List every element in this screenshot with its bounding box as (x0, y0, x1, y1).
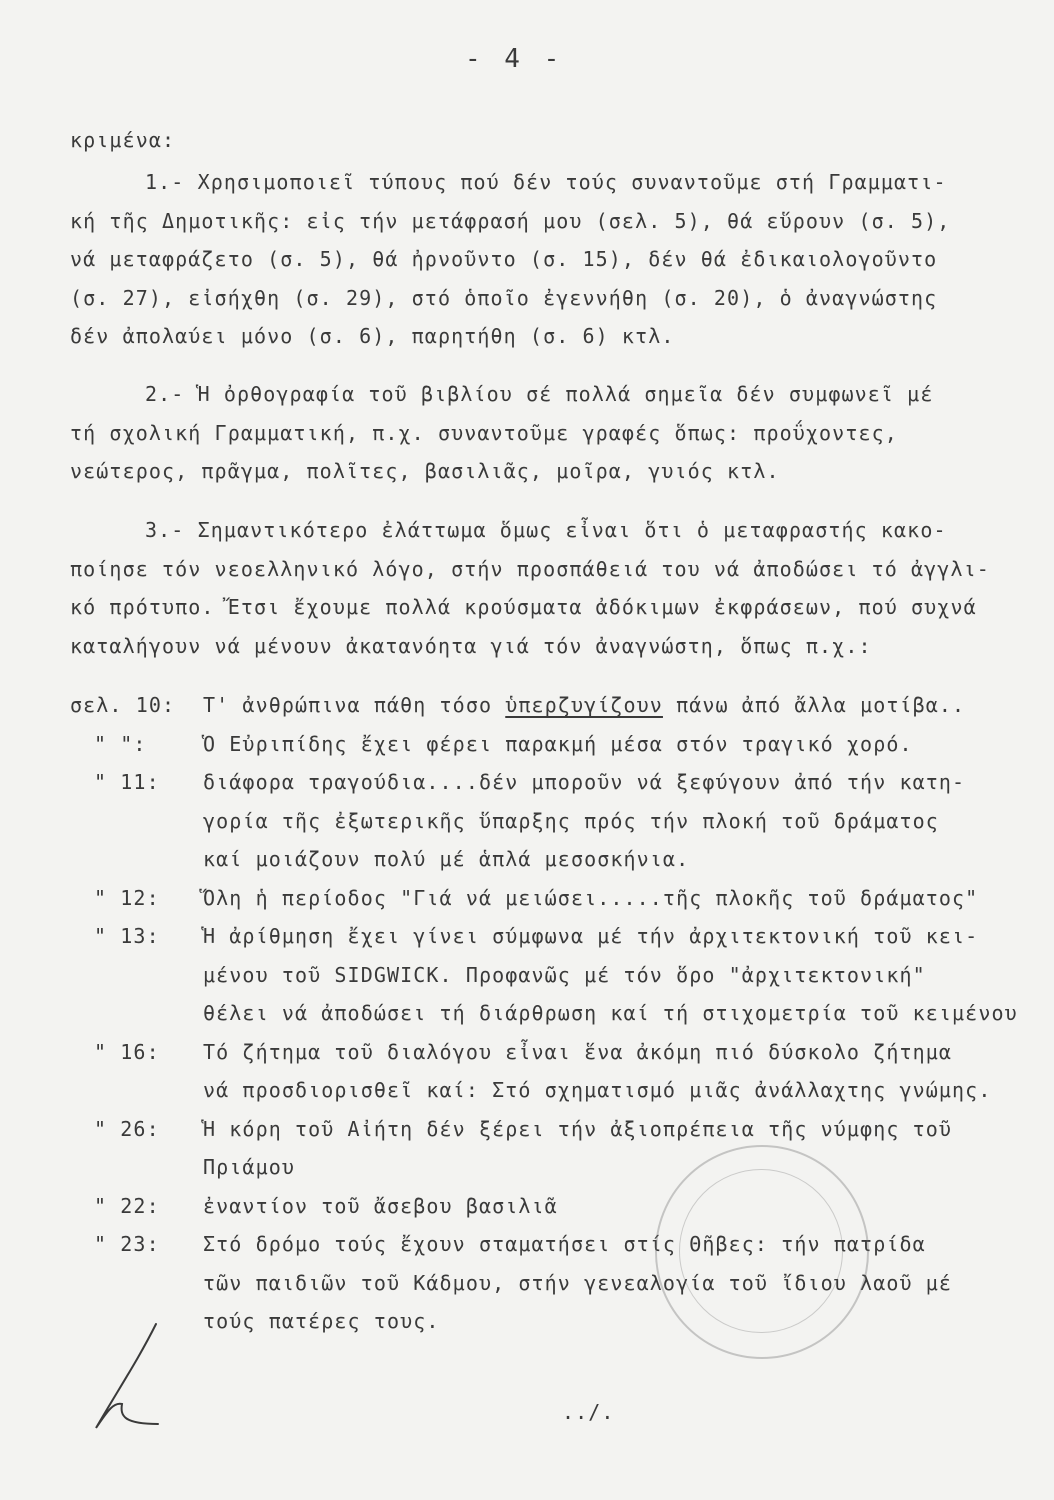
paragraph-3-line: 3.- Σημαντικότερο ἐλάττωμα ὅμως εἶναι ὅτι ὁ μεταφραστής κακο- (145, 518, 947, 542)
example-reference: " 26: (94, 1116, 160, 1141)
example-line: μένου τοῦ SIDGWICK. Προφανῶς μέ τόν ὅρο "ἀρχιτεκτονική" (203, 962, 926, 987)
example-line: καί μοιάζουν πολύ μέ ἁπλά μεσοσκήνια. (203, 847, 690, 871)
example-reference: σελ. 10: (70, 693, 176, 717)
example-line: γορία τῆς ἐξωτερικῆς ὕπαρξης πρός τήν πλοκή τοῦ δράματος (203, 808, 939, 833)
paragraph-1-line: δέν ἀπολαύει μόνο (σ. 6), παρητήθη (σ. 6) κτλ. (70, 324, 675, 348)
paragraph-2-line: νεώτερος, πρᾶγμα, πολῖτες, βασιλιᾶς, μοῖρα, γυιός κτλ. (70, 459, 780, 483)
page-number: - 4 - (465, 44, 564, 74)
paragraph-1-line: νά μεταφράζετο (σ. 5), θά ἠρνοῦντο (σ. 15), δέν θά ἐδικαιολογοῦντο (70, 247, 938, 271)
official-stamp (655, 1145, 869, 1359)
handwritten-signature (78, 1320, 188, 1440)
example-line: Στό δρόμο τούς ἔχουν σταματήσει στίς Θῆβες: τήν πατρίδα (203, 1232, 926, 1256)
example-reference: " 12: (94, 885, 160, 910)
example-reference: " 22: (94, 1193, 160, 1218)
paragraph-3-line: καταλήγουν νά μένουν ἀκατανόητα γιά τόν ἀναγνώστη, ὅπως π.χ.: (70, 633, 872, 658)
example-line: διάφορα τραγούδια....δέν μποροῦν νά ξεφύγουν ἀπό τήν κατη- (203, 770, 966, 794)
example-line: θέλει νά ἀποδώσει τή διάρθρωση καί τή στιχομετρία τοῦ κειμένου (203, 1001, 1018, 1025)
example-reference: " 16: (94, 1039, 160, 1064)
example-line: Ὅλη ἡ περίοδος "Γιά νά μειώσει.....τῆς πλοκῆς τοῦ δράματος" (203, 885, 979, 910)
paragraph-1-line: 1.- Χρησιμοποιεῖ τύπους πού δέν τούς συναντοῦμε στή Γραμματι- (145, 170, 947, 194)
paragraph-1-line: (σ. 27), εἰσήχθη (σ. 29), στό ὁποῖο ἐγεννήθη (σ. 20), ὁ ἀναγνώστης (70, 285, 938, 310)
example-line: ἐναντίον τοῦ ἄσεβου βασιλιᾶ (203, 1193, 558, 1218)
example-reference: " 11: (94, 770, 160, 794)
example-reference: " ": (94, 731, 147, 756)
example-line: Πριάμου (203, 1155, 295, 1179)
continuation-mark: ../. (562, 1400, 615, 1424)
paragraph-2-line: 2.- Ἡ ὀρθογραφία τοῦ βιβλίου σέ πολλά σημεῖα δέν συμφωνεῖ μέ (145, 382, 934, 406)
example-line: Τ' ἀνθρώπινα πάθη τόσο ὑπερζυγίζουν πάνω ἀπό ἄλλα μοτίβα.. (203, 693, 966, 717)
example-line: Ἡ κόρη τοῦ Αἰήτη δέν ξέρει τήν ἀξιοπρέπεια τῆς νύμφης τοῦ (203, 1116, 953, 1141)
example-reference: " 23: (94, 1232, 160, 1256)
example-line: τῶν παιδιῶν τοῦ Κάδμου, στήν γενεαλογία τοῦ ἴδιου λαοῦ μέ (203, 1270, 953, 1295)
paragraph-1-line: κή τῆς Δημοτικῆς: εἰς τήν μετάφρασή μου (σελ. 5), θά εὕρουν (σ. 5), (70, 208, 951, 233)
example-line: Ἡ ἀρίθμηση ἔχει γίνει σύμφωνα μέ τήν ἀρχιτεκτονική τοῦ κει- (203, 924, 979, 948)
example-line: Τό ζήτημα τοῦ διαλόγου εἶναι ἕνα ἀκόμη πιό δύσκολο ζήτημα (203, 1039, 953, 1064)
paragraph-3-line: κό πρότυπο. Ἔτσι ἔχουμε πολλά κρούσματα ἀδόκιμων ἐκφράσεων, πού συχνά (70, 595, 977, 619)
example-line: Ὁ Εὐριπίδης ἔχει φέρει παρακμή μέσα στόν τραγικό χορό. (203, 731, 913, 756)
example-line: τούς πατέρες τους. (203, 1309, 440, 1333)
paragraph-3-line: ποίησε τόν νεοελληνικό λόγο, στήν προσπάθειά του νά ἀποδώσει τό ἀγγλι- (70, 556, 990, 581)
example-reference: " 13: (94, 924, 160, 948)
example-line: νά προσδιορισθεῖ καί: Στό σχηματισμό μιᾶς ἀνάλλαχτης γνώμης. (203, 1078, 992, 1102)
paragraph-2-line: τή σχολική Γραμματική, π.χ. συναντοῦμε γραφές ὅπως: προΰχοντες, (70, 420, 898, 445)
intro-line: κριμένα: (70, 128, 176, 152)
